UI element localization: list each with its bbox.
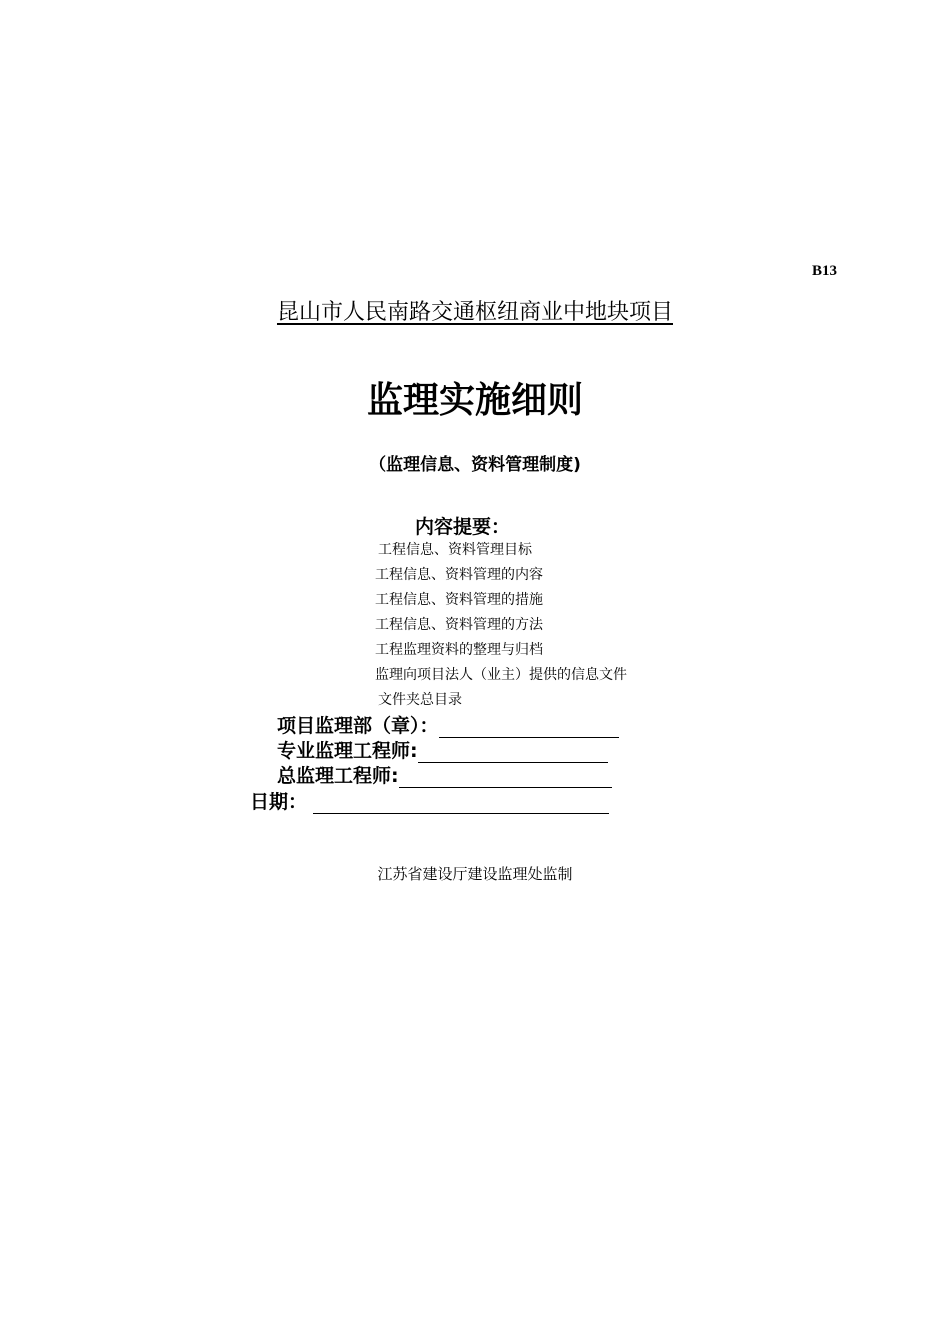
signature-specialist-engineer [277,736,608,763]
document-subtitle: （监理信息、资料管理制度) [369,455,581,475]
signature-date [250,787,609,814]
signature-specialist-engineer-label: 专业监理工程师: [277,740,418,762]
project-name [0,295,950,326]
signature-chief-engineer-label: 总监理工程师: [277,765,399,787]
signature-date-label: 日期： [250,791,308,813]
project-name-text: 昆山市人民南路交通枢纽商业中地块项目 [276,300,673,325]
form-code: B13 [812,263,838,279]
summary-item: 工程信息、资料管理的方法 [375,617,543,633]
summary-item: 工程信息、资料管理的内容 [375,567,543,583]
summary-item: 文件夹总目录 [378,692,462,708]
signature-date-line[interactable] [313,795,609,814]
summary-heading: 内容提要： [415,516,511,538]
signature-department [277,711,619,738]
signature-chief-engineer-line[interactable] [399,769,612,788]
signature-chief-engineer [277,761,612,788]
summary-item: 工程信息、资料管理目标 [378,542,532,558]
signature-department-label: 项目监理部（章）： [277,715,439,737]
issuer-footer: 江苏省建设厅建设监理处监制 [377,865,573,883]
summary-item: 工程信息、资料管理的措施 [375,592,543,608]
summary-item: 工程监理资料的整理与归档 [375,642,543,658]
summary-item: 监理向项目法人（业主）提供的信息文件 [375,667,627,683]
document-title: 监理实施细则 [366,380,583,421]
